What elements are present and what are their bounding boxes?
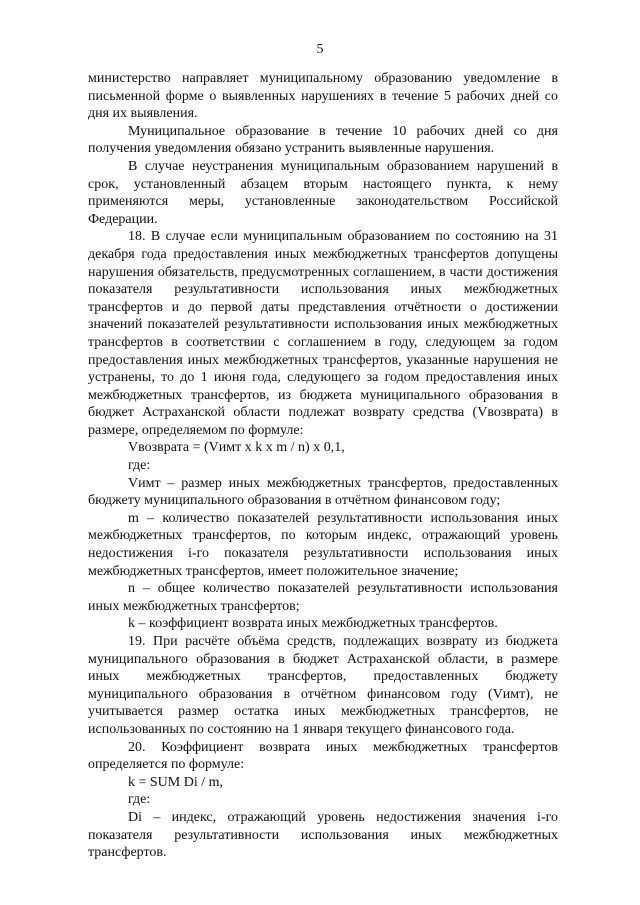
definition-m: m – количество показателей результативности использования иных межбюджетных трансфертов, по которым индекс, отражающий уровень недостижения i-го показателя результативности использования иных межбюджетных трансфертов, имеет положительное значение; xyxy=(88,510,558,579)
definition-k: k – коэффициент возврата иных межбюджетных трансфертов. xyxy=(128,616,498,632)
paragraph-20: 20. Коэффициент возврата иных межбюджетных трансфертов определяется по формуле: xyxy=(88,739,558,773)
paragraph-sanctions: В случае неустранения муниципальным образованием нарушений в срок, установленный абзацем вторым настоящего пункта, к нему применяются меры, установленные законодательством Российской Федерации. xyxy=(88,158,558,227)
formula-refund-volume: Vвозврата = (Vимт x k x m / n) x 0,1, xyxy=(128,440,345,456)
paragraph-elimination-deadline: Муниципальное образование в течение 10 рабочих дней со дня получения уведомления обязано устранить выявленные нарушения. xyxy=(88,123,558,157)
definition-di: Di – индекс, отражающий уровень недостижения значения i-го показателя результативности использования иных межбюджетных трансфертов. xyxy=(88,809,558,861)
paragraph-18: 18. В случае если муниципальным образованием по состоянию на 31 декабря года предоставления иных межбюджетных трансфертов допущены нарушения обязательств, предусмотренных соглашением, в части достижения показателя результативности использования иных межбюджетных трансфертов и до первой даты представления отчётности о достижении значений показателей результативности использования иных межбюджетных трансфертов в соответствии с соглашением в году, следующем за годом предоставления иных межбюджетных трансфертов, указанные нарушения не устранены, то до 1 июня года, следующего за годом предоставления иных межбюджетных трансфертов, из бюджета муниципального образования в бюджет Астраханской области подлежат возврату средства (Vвозврата) в размере, определяемом по формуле: xyxy=(88,229,558,438)
formula-refund-coefficient: k = SUM Di / m, xyxy=(128,774,224,790)
paragraph-19: 19. При расчёте объёма средств, подлежащих возврату из бюджета муниципального образования в бюджет Астраханской области, в размере иных межбюджетных трансфертов, предоставленных бюджету муниципального образования в отчётном финансовом году (Vимт), не учитывается размер остатка иных межбюджетных трансфертов, не использованных по состоянию на 1 января текущего финансового года. xyxy=(88,634,558,737)
definition-vimt: Vимт – размер иных межбюджетных трансфертов, предоставленных бюджету муниципального образования в отчётном финансовом году; xyxy=(88,475,558,509)
where-label-2: где: xyxy=(128,792,151,808)
definition-n: n – общее количество показателей результативности использования иных межбюджетных трансфертов; xyxy=(88,581,558,614)
document-body xyxy=(88,70,558,862)
paragraph-notification: министерство направляет муниципальному образованию уведомление в письменной форме о выявленных нарушениях в течение 5 рабочих дней со дня их выявления. xyxy=(88,71,558,122)
where-label: где: xyxy=(128,458,151,474)
page-number: 5 xyxy=(316,42,324,57)
